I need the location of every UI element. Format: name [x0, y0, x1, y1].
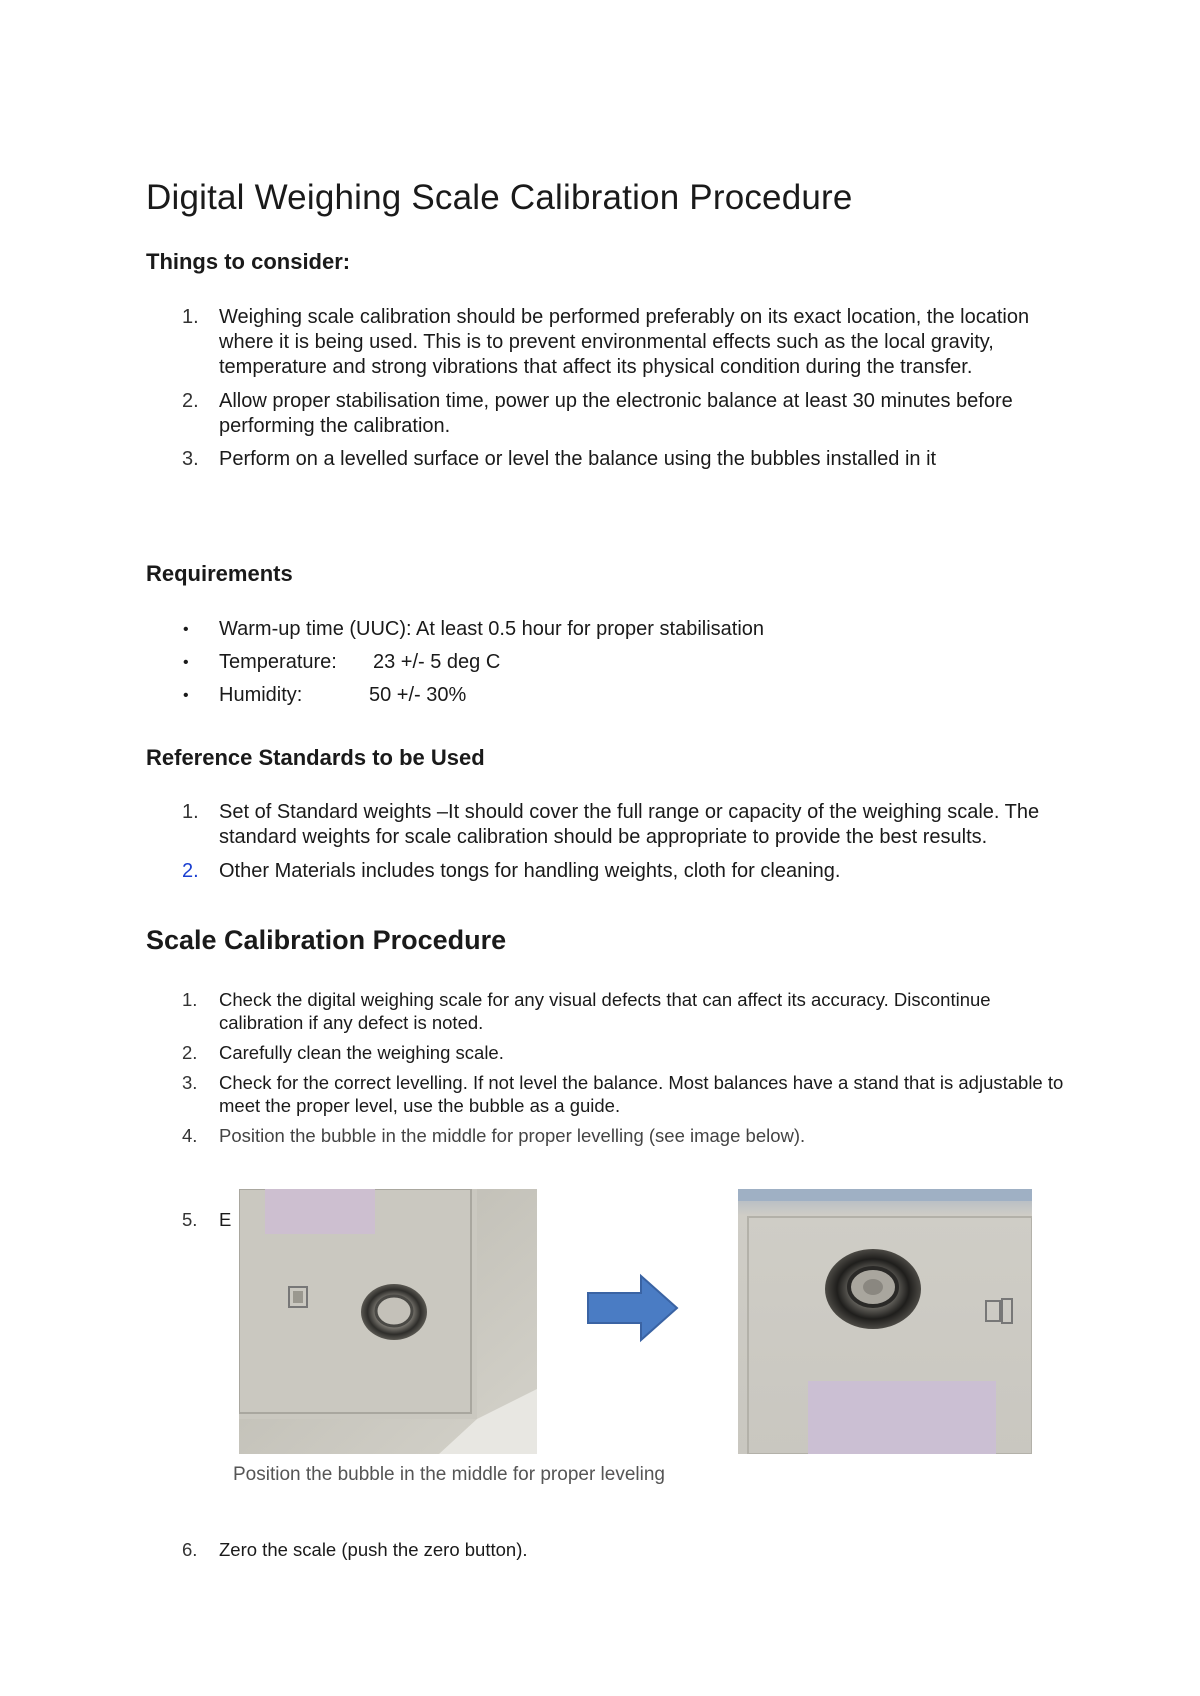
requirement-value: At least 0.5 hour for proper stabilisation: [416, 618, 765, 640]
item-number: 2.: [182, 860, 199, 882]
list-item: [146, 650, 1076, 675]
procedure-heading: Scale Calibration Procedure: [146, 925, 507, 955]
requirement-value: 50 +/- 30%: [369, 684, 467, 706]
list-item: [146, 1041, 1076, 1064]
list-item: [146, 447, 1076, 472]
figure-caption: Position the bubble in the middle for proper leveling: [233, 1464, 665, 1485]
bullet-icon: •: [183, 654, 189, 671]
item-number: 5.: [182, 1209, 198, 1230]
item-number: 4.: [182, 1125, 198, 1146]
item-number: 1.: [182, 306, 199, 328]
list-item: [146, 800, 1076, 850]
unlevelled-bubble-photo: [239, 1189, 537, 1454]
item-text: Carefully clean the weighing scale.: [219, 1042, 504, 1063]
item-text: Other Materials includes tongs for handling weights, cloth for cleaning.: [219, 860, 841, 882]
item-text: E: [219, 1209, 232, 1230]
requirement-label: Warm-up time (UUC):: [219, 618, 412, 640]
item-text: Weighing scale calibration should be performed preferably on its exact location, the location where it is being used. This is to prevent environmental effects such as the local gravity, temperature and strong vibrations that affect its physical condition during the transfer.: [219, 306, 1030, 378]
things-heading: Things to consider:: [146, 249, 351, 274]
item-text: Perform on a levelled surface or level the balance using the bubbles installed in it: [219, 448, 937, 470]
reference-list: [146, 800, 1076, 884]
requirement-label: Temperature:: [219, 651, 337, 673]
bullet-icon: •: [183, 687, 189, 704]
list-item: [146, 305, 1076, 380]
list-item: [146, 617, 1076, 642]
list-item: [146, 1538, 1076, 1561]
requirement-label: Humidity:: [219, 684, 303, 706]
list-item: [146, 1124, 1076, 1147]
item-number: 2.: [182, 1042, 198, 1063]
item-text: Check the digital weighing scale for any visual defects that can affect its accuracy. Discontinue calibration if any defect is noted.: [219, 989, 991, 1033]
right-arrow-icon: [585, 1273, 681, 1343]
item-number: 1.: [182, 801, 199, 823]
item-number: 3.: [182, 448, 199, 470]
item-text: Position the bubble in the middle for proper levelling (see image below).: [219, 1125, 806, 1146]
procedure-step-6: [146, 1538, 1076, 1561]
levelled-bubble-photo: [738, 1189, 1032, 1454]
list-item: [146, 389, 1076, 439]
page-title: Digital Weighing Scale Calibration Procedure: [146, 178, 853, 217]
requirements-heading: Requirements: [146, 561, 293, 586]
item-text: Allow proper stabilisation time, power up the electronic balance at least 30 minutes before performing the calibration.: [219, 390, 1013, 437]
bullet-icon: •: [183, 621, 189, 638]
item-number: 2.: [182, 390, 199, 412]
item-number: 1.: [182, 989, 198, 1010]
bubble-photo-left-icon: [239, 1189, 537, 1454]
item-text: Check for the correct levelling. If not level the balance. Most balances have a stand that is adjustable to meet the proper level, use the bubble as a guide.: [219, 1072, 1064, 1116]
reference-heading: Reference Standards to be Used: [146, 745, 485, 770]
requirement-value: 23 +/- 5 deg C: [373, 651, 501, 673]
list-item: [146, 859, 1076, 884]
list-item: [146, 683, 1076, 708]
things-list: [146, 305, 1076, 472]
list-item: [146, 1071, 1076, 1117]
item-number: 6.: [182, 1539, 198, 1560]
item-text: Zero the scale (push the zero button).: [219, 1539, 528, 1560]
list-item: [146, 988, 1076, 1034]
requirements-list: [146, 617, 1076, 708]
procedure-list: [146, 988, 1076, 1147]
item-text: Set of Standard weights –It should cover the full range or capacity of the weighing scale. The standard weights for scale calibration should be appropriate to provide the best results.: [219, 801, 1040, 848]
bubble-photo-right-icon: [738, 1189, 1032, 1454]
item-number: 3.: [182, 1072, 198, 1093]
